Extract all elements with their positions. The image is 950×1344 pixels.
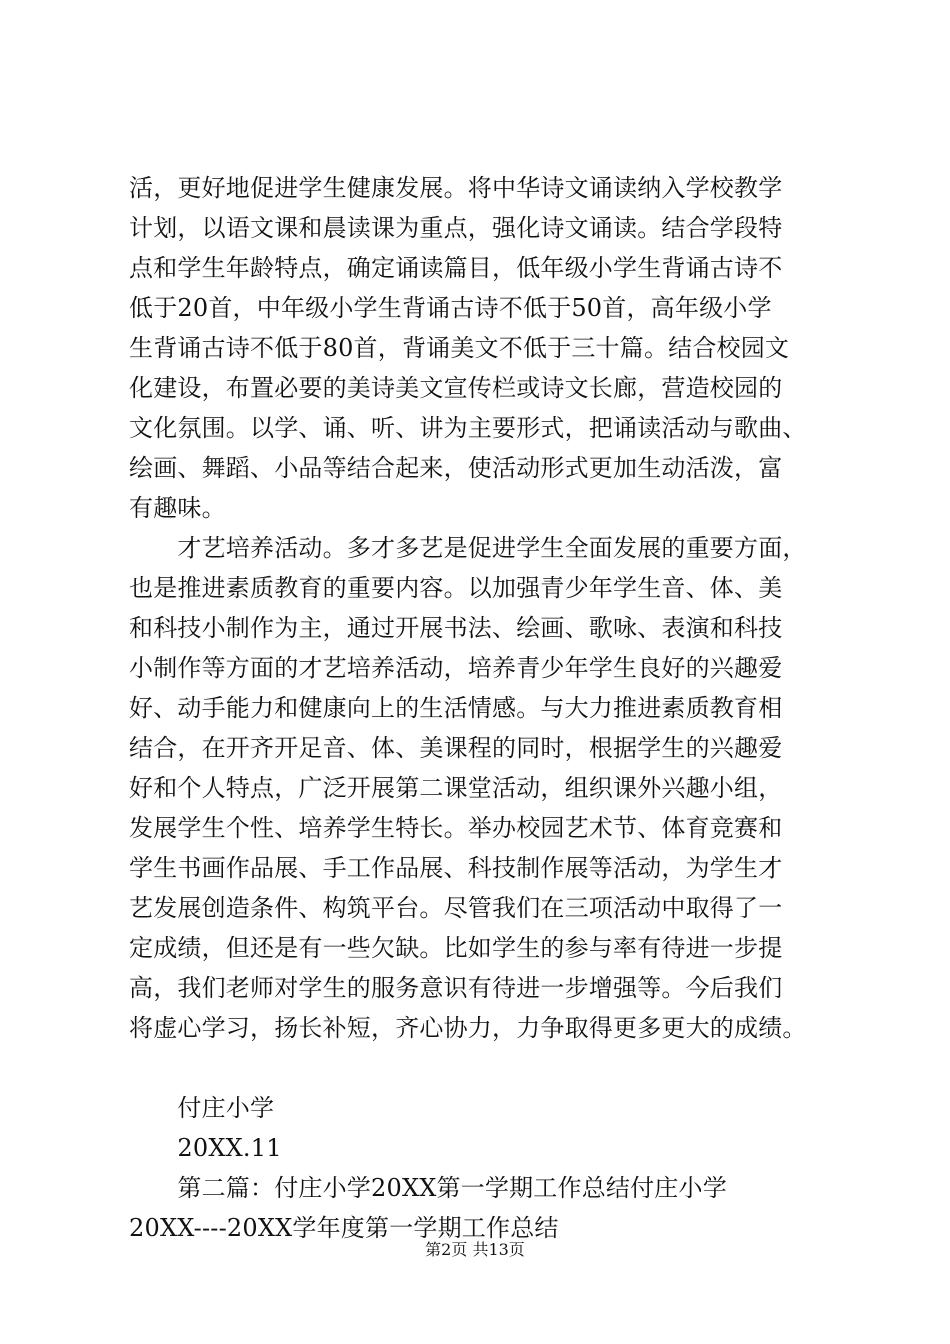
text-line: 才艺培养活动。多才多艺是促进学生全面发展的重要方面， [129,534,807,562]
text-line: 艺发展创造条件、构筑平台。尽管我们在三项活动中取得了一 [129,894,783,922]
text-line: 高，我们老师对学生的服务意识有待进一步增强等。今后我们 [129,974,783,1002]
text-line: 结合，在开齐开足音、体、美课程的同时，根据学生的兴趣爱 [129,734,783,762]
text-line: 绘画、舞蹈、小品等结合起来，使活动形式更加生动活泼，富 [129,454,783,482]
page-number: 第2页 共13页 [425,1240,525,1259]
text-line: 和科技小制作为主，通过开展书法、绘画、歌咏、表演和科技 [129,614,783,642]
text-line: 也是推进素质教育的重要内容。以加强青少年学生音、体、美 [129,574,783,602]
text-line: 定成绩，但还是有一些欠缺。比如学生的参与率有待进一步提 [129,934,783,962]
text-line: 生背诵古诗不低于80首，背诵美文不低于三十篇。结合校园文 [129,334,790,362]
text-line: 计划，以语文课和晨读课为重点，强化诗文诵读。结合学段特 [129,214,783,242]
text-line: 文化氛围。以学、诵、听、讲为主要形式，把诵读活动与歌曲、 [129,414,807,442]
text-line: 低于20首，中年级小学生背诵古诗不低于50首，高年级小学 [129,294,772,322]
text-line: 小制作等方面的才艺培养活动，培养青少年学生良好的兴趣爱 [129,654,783,682]
text-line: 点和学生年龄特点，确定诵读篇目，低年级小学生背诵古诗不 [129,254,783,282]
text-line: 将虚心学习，扬长补短，齐心协力，力争取得更多更大的成绩。 [129,1014,807,1042]
section-heading: 第二篇：付庄小学20XX第一学期工作总结付庄小学 [129,1174,727,1202]
text-line: 学生书画作品展、手工作品展、科技制作展等活动，为学生才 [129,854,783,882]
blank-line [129,1048,841,1088]
text-line: 好、动手能力和健康向上的生活情感。与大力推进素质教育相 [129,694,783,722]
text-line: 好和个人特点，广泛开展第二课堂活动，组织课外兴趣小组， [129,774,783,802]
section-heading-cont: 20XX----20XX学年度第一学期工作总结 [129,1214,559,1242]
text-line: 活，更好地促进学生健康发展。将中华诗文诵读纳入学校教学 [129,174,783,202]
signature-date: 20XX.11 [129,1134,282,1162]
signature-school: 付庄小学 [129,1094,275,1122]
text-line: 有趣味。 [129,494,226,522]
text-line: 化建设，布置必要的美诗美文宣传栏或诗文长廊，营造校园的 [129,374,783,402]
text-line: 发展学生个性、培养学生特长。举办校园艺术节、体育竞赛和 [129,814,783,842]
